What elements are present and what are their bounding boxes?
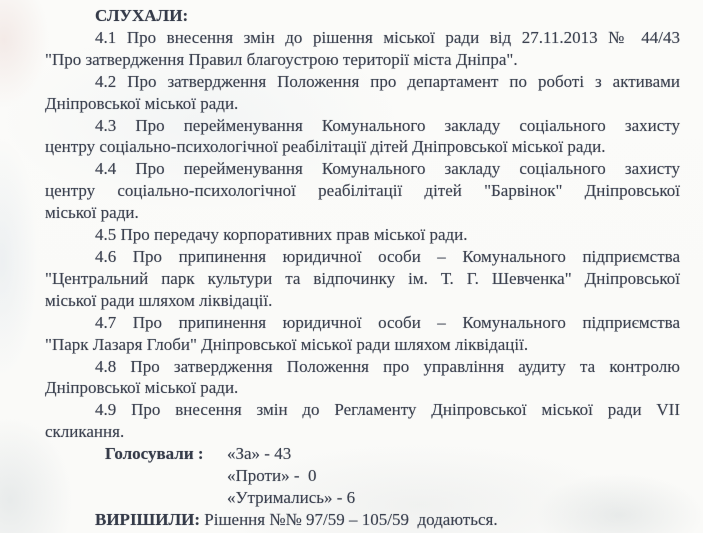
agenda-line: 4.3 Про перейменування Комунального закладу соціального захисту	[95, 115, 680, 135]
agenda-line: 4.8 Про затвердження Положення про управління аудиту та контролю	[95, 356, 680, 376]
agenda-item-4-3	[45, 115, 680, 159]
agenda-item-4-5	[45, 224, 680, 246]
vote-za-value: «За» - 43	[227, 444, 292, 464]
decision-row	[45, 509, 680, 531]
agenda-item-4-4	[45, 158, 680, 224]
agenda-line: Дніпровської міської ради.	[45, 378, 239, 398]
voting-row-za	[45, 443, 680, 465]
agenda-item-4-8	[45, 356, 680, 400]
voting-row-utrymalys: «Утримались» - 6	[227, 487, 356, 507]
agenda-line: 4.6 Про припинення юридичної особи – Комунального підприємства	[95, 246, 680, 266]
agenda-item-4-2	[45, 71, 680, 115]
agenda-line: "Про затвердження Правил благоустрою території міста Дніпра".	[45, 49, 518, 69]
agenda-line: Дніпровської міської ради.	[45, 93, 239, 113]
agenda-line: 4.5 Про передачу корпоративних прав міської ради.	[95, 225, 468, 245]
agenda-line: скликання.	[45, 422, 125, 442]
agenda-line: 4.2 Про затвердження Положення про департамент по роботі з активами	[95, 71, 680, 91]
voting-block	[45, 443, 680, 509]
agenda-item-4-1	[45, 27, 680, 71]
voting-label: Голосували :	[105, 444, 204, 464]
voting-row-proty: «Проти» - 0	[227, 466, 317, 486]
decision-label: ВИРІШИЛИ:	[95, 509, 201, 529]
agenda-item-4-9	[45, 399, 680, 443]
agenda-line: 4.7 Про припинення юридичної особи – Комунального підприємства	[95, 312, 680, 332]
agenda-line: 4.1 Про внесення змін до рішення міської ради від 27.11.2013 № 44/43	[95, 27, 680, 47]
agenda-item-4-7	[45, 312, 680, 356]
agenda-line: "Парк Лазаря Глоби" Дніпровської міської ради шляхом ліквідації.	[45, 334, 529, 354]
agenda-line: "Центральний парк культури та відпочинку ім. Т. Г. Шевченка" Дніпровської	[45, 268, 680, 288]
agenda-item-4-6	[45, 246, 680, 312]
section-heading: СЛУХАЛИ:	[95, 6, 189, 25]
agenda-line: міської ради.	[45, 203, 139, 223]
agenda-line: міської ради шляхом ліквідації.	[45, 290, 273, 310]
agenda-line: 4.9 Про внесення змін до Регламенту Дніпровської міської ради VII	[95, 400, 680, 420]
agenda-line: 4.4 Про перейменування Комунального закладу соціального захисту	[95, 159, 680, 179]
decision-text: Рішення №№ 97/59 – 105/59 додаються.	[204, 509, 498, 529]
agenda-line: центру соціально-психологічної реабілітації дітей Дніпровської міської ради.	[45, 137, 606, 157]
agenda-line: центру соціально-психологічної реабілітації дітей "Барвінок" Дніпровської	[45, 181, 680, 201]
